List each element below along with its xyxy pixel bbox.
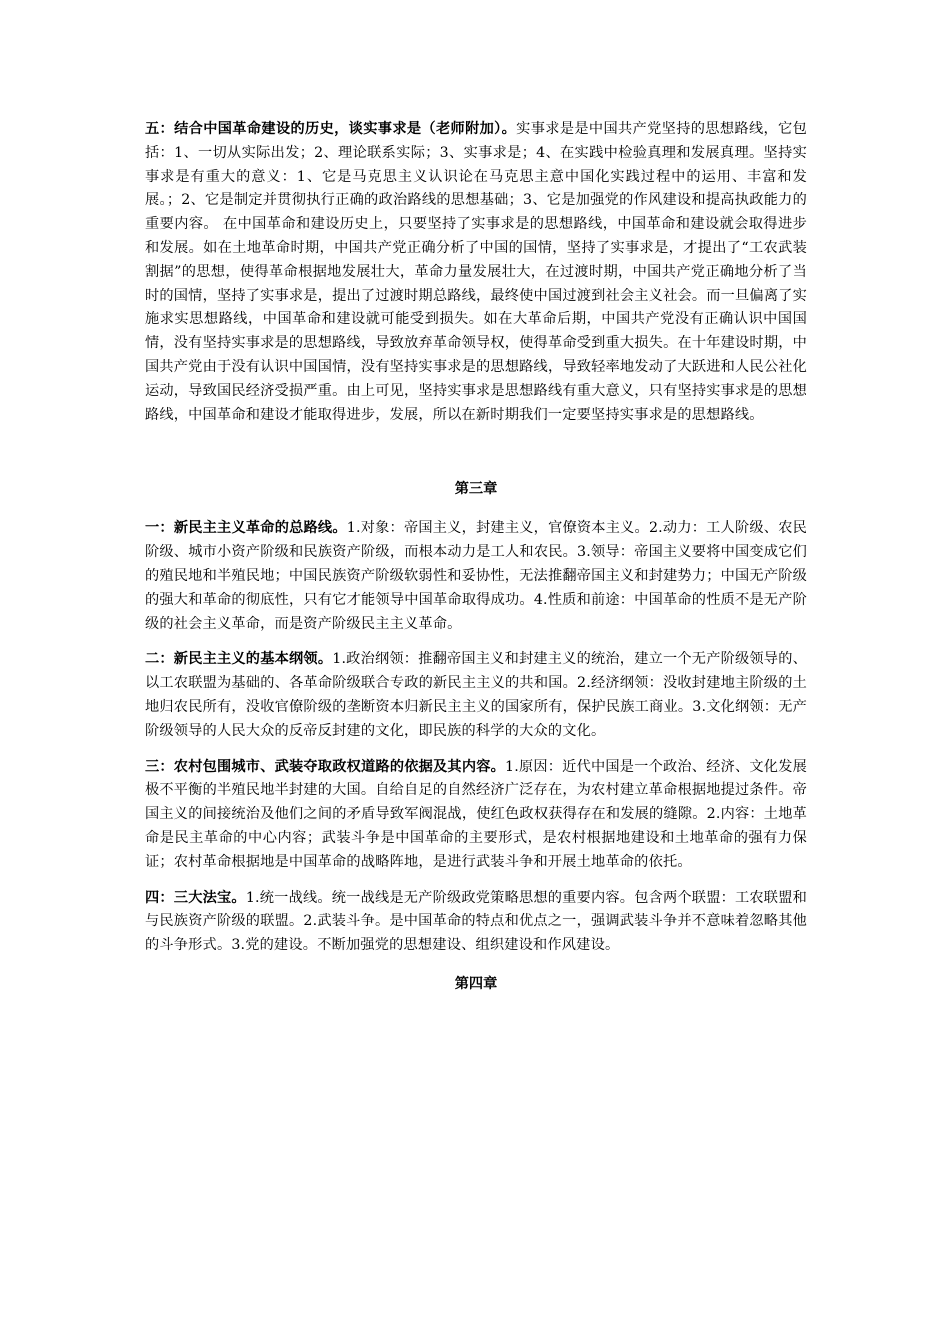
chapter3-section-four-heading: 四：三大法宝。 (145, 889, 246, 906)
chapter-four-title: 第四章 (454, 975, 498, 992)
chapter3-section-one-body: 1.对象：帝国主义，封建主义，官僚资本主义。2.动力：工人阶级、农民阶级、城市小资产阶级和民族资产阶级，而根本动力是工人和农民。3.领导：帝国主义要将中国变成它们的殖民地和半殖民地；中国民族资产阶级软弱性和妥协性，无法推翻帝国主义和封建势力；中国无产阶级的强大和革命的彻底性，只有它才能领导中国革命取得成功。4.性质和前途：中国革命的性质不是无产阶级的社会主义革命，而是资产阶级民主主义革命。 (145, 520, 807, 632)
chapter3-section-four-body: 1.统一战线。统一战线是无产阶级政党策略思想的重要内容。包含两个联盟：工农联盟和与民族资产阶级的联盟。2.武装斗争。是中国革命的特点和优点之一，强调武装斗争并不意味着忽略其他的斗争形式。3.党的建设。不断加强党的思想建设、组织建设和作风建设。 (145, 889, 807, 954)
chapter3-section-four-paragraph (145, 887, 807, 958)
chapter3-section-one-paragraph (145, 517, 807, 636)
chapter3-section-two-paragraph (145, 648, 807, 743)
section-five-paragraph (145, 118, 807, 427)
document-page (145, 118, 807, 996)
section-five-heading: 五：结合中国革命建设的历史，谈实事求是（老师附加）。 (145, 121, 517, 137)
chapter3-section-two-body: 1.政治纲领：推翻帝国主义和封建主义的统治，建立一个无产阶级领导的、以工农联盟为基础的、各革命阶级联合专政的新民主主义的共和国。2.经济纲领：没收封建地主阶级的土地归农民所有，没收官僚阶级的垄断资本归新民主主义的国家所有，保护民族工商业。3.文化纲领：无产阶级领导的人民大众的反帝反封建的文化，即民族的科学的大众的文化。 (145, 651, 807, 739)
chapter-three-title: 第三章 (454, 481, 498, 498)
chapter3-section-three-body: 1.原因：近代中国是一个政治、经济、文化发展极不平衡的半殖民地半封建的大国。自给自足的自然经济广泛存在，为农村建立革命根据地提过条件。帝国主义的间接统治及他们之间的矛盾导致军阀混战，使红色政权获得存在和发展的缝隙。2.内容：土地革命是民主革命的中心内容；武装斗争是中国革命的主要形式，是农村根据地建设和土地革命的强有力保证；农村革命根据地是中国革命的战略阵地，是进行武装斗争和开展土地革命的依托。 (145, 758, 807, 870)
chapter3-section-three-heading: 三：农村包围城市、武装夺取政权道路的依据及其内容。 (145, 758, 506, 775)
chapter3-section-three-paragraph (145, 756, 807, 875)
chapter3-section-two-heading: 二：新民主主义的基本纲领。 (145, 651, 333, 668)
section-five-body: 实事求是是中国共产党坚持的思想路线，它包括：1、一切从实际出发；2、理论联系实际；3、实事求是；4、在实践中检验真理和发展真理。坚持实事求是有重大的意义：1、它是马克思主义认识论在马克思主意中国化实践过程中的运用、丰富和发展。；2、它是制定并贯彻执行正确的政治路线的思想基础；3、它是加强党的作风建设和提高执政能力的重要内容。 在中国革命和建设历史上，只要坚持了实事求是的思想路线，中国革命和建设就会取得进步和发展。如在土地革命时期，中国共产党正确分析了中国的国情，坚持了实事求是，才提出了“工农武装割据”的思想，使得革命根据地发展壮大，革命力量发展壮大，在过渡时期，中国共产党正确地分析了当时的国情，坚持了实事求是，提出了过渡时期总路线，最终使中国过渡到社会主义社会。而一旦偏离了实施求实思想路线，中国革命和建设就可能受到损失。如在大革命后期，中国共产党没有正确认识中国国情，没有坚持实事求是的思想路线，导致放弃革命领导权，使得革命受到重大损失。在十年建设时期，中国共产党由于没有认识中国国情，没有坚持实事求是的思想路线，导致轻率地发动了大跃进和人民公社化运动，导致国民经济受损严重。由上可见，坚持实事求是思想路线有重大意义，只有坚持实事求是的思想路线，中国革命和建设才能取得进步，发展，所以在新时期我们一定要坚持实事求是的思想路线。 (145, 121, 807, 423)
chapter3-section-one-heading: 一：新民主主义革命的总路线。 (145, 520, 347, 537)
